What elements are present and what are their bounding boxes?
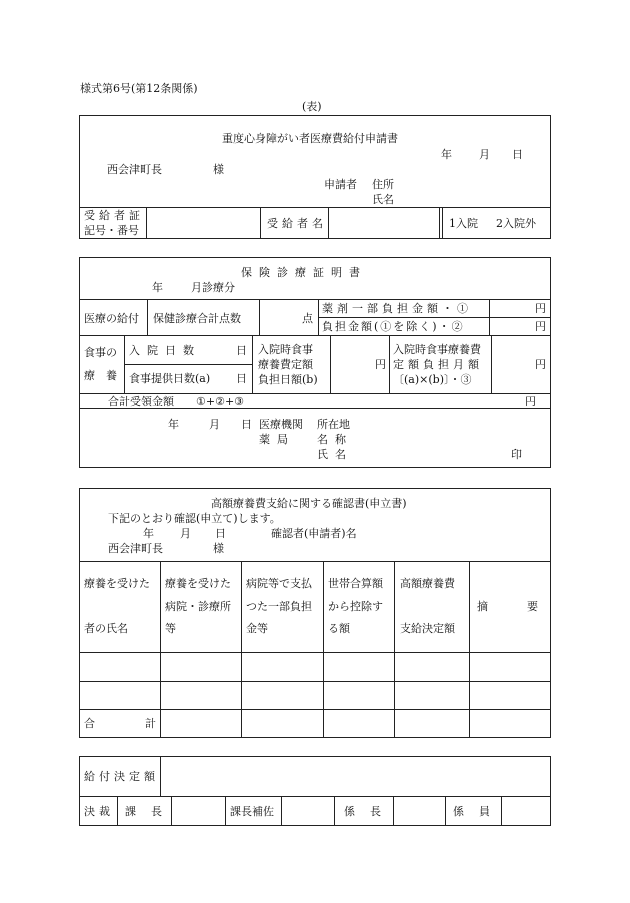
burden-label: 負担金額(①を除く)・② <box>322 320 465 333</box>
staff-label: 係員 <box>453 805 505 818</box>
divider <box>225 796 226 826</box>
divider <box>146 207 147 239</box>
insurance-title: 保険診療証明書 <box>241 266 367 279</box>
divider <box>79 561 551 562</box>
divider <box>260 207 261 239</box>
divider <box>79 408 551 409</box>
col-deduction-2: から控除す <box>328 600 383 613</box>
divider <box>323 561 324 738</box>
divider <box>442 207 443 239</box>
monthly-label: 入院時食事療養費 <box>393 343 481 356</box>
divider <box>79 709 551 710</box>
day-unit: 日 <box>236 372 247 385</box>
divider <box>160 756 161 796</box>
divider <box>79 796 551 797</box>
cert-date-year: 年 <box>168 418 179 431</box>
month-year: 年 <box>152 281 163 294</box>
divider <box>334 796 335 826</box>
person-name-label: 氏名 <box>317 448 353 461</box>
col-hospital-3: 等 <box>165 622 176 635</box>
std-label: 入院時食事 <box>258 343 313 356</box>
cert-number-label: 記号・番号 <box>84 224 139 237</box>
yen-unit: 円 <box>535 302 546 315</box>
divider <box>389 335 390 393</box>
col-hospital-2: 病院・診療所 <box>165 600 231 613</box>
seal-mark: 印 <box>511 448 522 461</box>
location-label: 所在地 <box>317 418 350 431</box>
recipient-name-label: 受給者名 <box>267 217 327 230</box>
deputy-label: 課長補佐 <box>230 805 274 818</box>
institution-label: 医療機関 <box>259 418 303 431</box>
col-patient-name-2: 者の氏名 <box>84 622 128 635</box>
divider <box>124 364 252 365</box>
divider <box>469 561 470 738</box>
date-month: 月 <box>479 148 490 161</box>
divider <box>117 796 118 826</box>
std-label-2: 療養費定額 <box>258 358 313 371</box>
divider <box>147 299 148 335</box>
divider <box>394 561 395 738</box>
col-deduction: 世帯合算額 <box>328 577 383 590</box>
side-label: (表) <box>302 100 322 113</box>
divider <box>328 207 329 239</box>
col-patient-name: 療養を受けた <box>84 577 150 590</box>
sama: 様 <box>213 542 224 555</box>
col-copay-3: 金等 <box>246 622 268 635</box>
divider <box>281 796 282 826</box>
divider <box>160 561 161 738</box>
benefit-label: 医療の給付 <box>84 312 139 325</box>
high-cost-section <box>79 488 551 738</box>
col-copay: 病院等で支払 <box>246 577 312 590</box>
divider <box>79 652 551 653</box>
col-deduction-3: る額 <box>328 622 350 635</box>
points-label: 保健診療合計点数 <box>153 312 241 325</box>
points-unit: 点 <box>302 312 313 325</box>
col-hospital: 療養を受けた <box>165 577 231 590</box>
divider <box>79 681 551 682</box>
total-label: 合計 <box>84 717 206 730</box>
title-name-label: 名称 <box>317 433 353 446</box>
high-cost-title: 高額療養費支給に関する確認書(申立書) <box>211 497 407 510</box>
monthly-label-2: 定額負担月額 <box>393 358 483 371</box>
col-decision-2: 支給決定額 <box>400 622 455 635</box>
divider <box>491 335 492 393</box>
divider <box>252 335 253 393</box>
application-title: 重度心身障がい者医療費給付申請書 <box>222 132 398 145</box>
cert-date-month: 月 <box>209 418 220 431</box>
divider <box>79 299 551 300</box>
pharmacy-label: 薬局 <box>259 433 295 446</box>
divider <box>445 796 446 826</box>
std-label-3: 負担日額(b) <box>258 373 318 386</box>
section-chief-label: 係長 <box>344 805 396 818</box>
total-formula: ①+②+③ <box>196 395 245 408</box>
meal-label-2: 療 養 <box>84 369 117 382</box>
yen-unit: 円 <box>535 320 546 333</box>
col-remarks: 摘要 <box>477 600 577 613</box>
month-label: 月診療分 <box>191 281 235 294</box>
col-decision: 高額療養費 <box>400 577 455 590</box>
divider <box>318 317 551 318</box>
confirmer-label: 確認者(申請者)名 <box>271 527 357 540</box>
divider <box>79 207 551 208</box>
drug-burden-label: 薬剤一部負担金額・① <box>322 302 472 315</box>
divider <box>318 299 319 335</box>
yen-unit: 円 <box>525 395 536 408</box>
admit-days-label: 入院日数 <box>129 344 201 357</box>
divider <box>330 335 331 393</box>
sama: 様 <box>213 163 224 176</box>
date-day: 日 <box>512 148 523 161</box>
divider <box>79 393 551 394</box>
cert-date-day: 日 <box>241 418 252 431</box>
decision-amount-label: 給付決定額 <box>84 770 159 783</box>
cert-label: 受給者証 <box>84 209 144 222</box>
addressee: 西会津町長 <box>107 163 162 176</box>
inpatient-option[interactable]: 1入院 <box>449 217 478 230</box>
divider <box>439 207 440 239</box>
addressee: 西会津町長 <box>108 542 163 555</box>
divider <box>489 299 490 335</box>
divider <box>241 561 242 738</box>
approval-label: 決裁 <box>84 805 114 818</box>
date-year: 年 <box>143 527 154 540</box>
divider <box>259 299 260 335</box>
date-month: 月 <box>180 527 191 540</box>
divider <box>79 335 551 336</box>
applicant-label: 申請者 <box>324 178 357 191</box>
meal-days-label: 食事提供日数(a) <box>129 372 211 385</box>
day-unit: 日 <box>236 344 247 357</box>
address-label: 住所 <box>372 178 394 191</box>
chief-label: 課長 <box>125 805 177 818</box>
name-label: 氏名 <box>372 193 394 206</box>
yen-unit: 円 <box>535 358 546 371</box>
monthly-label-3: 〔(a)×(b)〕・③ <box>393 373 472 386</box>
outpatient-option[interactable]: 2入院外 <box>496 217 536 230</box>
col-copay-2: つた一部負担 <box>246 600 312 613</box>
yen-unit: 円 <box>375 358 386 371</box>
date-day: 日 <box>215 527 226 540</box>
date-year: 年 <box>441 148 452 161</box>
total-received-label: 合計受領金額 <box>108 395 174 408</box>
form-number: 様式第6号(第12条関係) <box>80 82 198 95</box>
meal-label: 食事の <box>84 346 117 359</box>
statement: 下記のとおり確認(申立て)します。 <box>108 512 281 525</box>
